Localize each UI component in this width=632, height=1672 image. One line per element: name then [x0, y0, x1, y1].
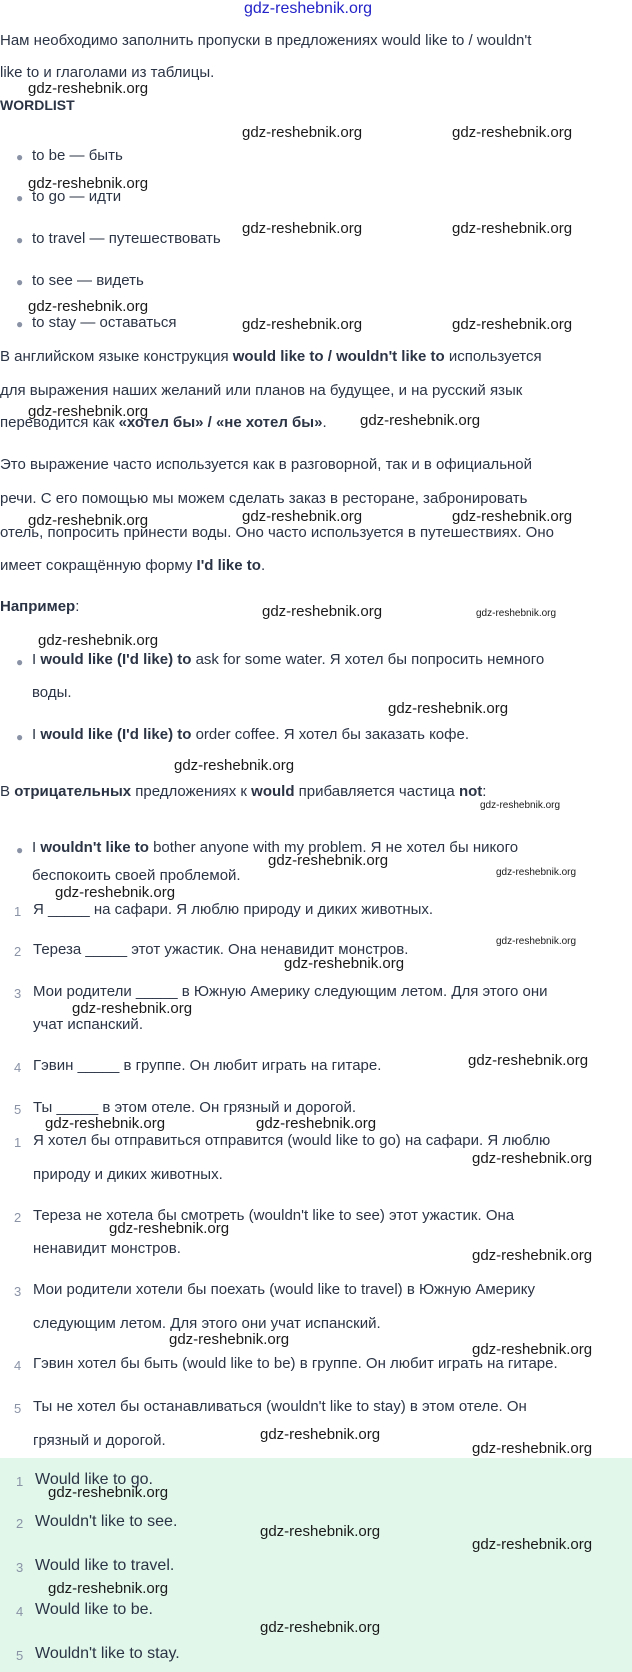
bullet-icon: ●: [16, 730, 24, 744]
bold-run: wouldn't like to: [40, 839, 149, 856]
answer-number: 3: [16, 1560, 24, 1575]
watermark: gdz-reshebnik.org: [496, 867, 577, 878]
text-run: I: [32, 726, 41, 743]
watermark: gdz-reshebnik.org: [452, 220, 573, 237]
watermark: gdz-reshebnik.org: [242, 508, 363, 525]
translation-item: Я хотел бы отправиться отправится (would like to go) на сафари. Я люблю: [33, 1132, 551, 1149]
bold-run: I'd like to: [196, 557, 261, 574]
example-line: [32, 651, 544, 668]
text-run: используется: [444, 348, 542, 365]
task-item: учат испанский.: [33, 1016, 143, 1033]
watermark: gdz-reshebnik.org: [268, 852, 389, 869]
watermark: gdz-reshebnik.org: [468, 1052, 589, 1069]
translation-number: 1: [14, 1135, 22, 1150]
text-run: :: [482, 783, 487, 800]
negative-example-line: беспокоить своей проблемой.: [32, 867, 241, 884]
text-run: предложениях к: [131, 783, 252, 800]
watermark: gdz-reshebnik.org: [260, 1619, 381, 1636]
bold-run: not: [458, 783, 483, 800]
task-number: 3: [14, 986, 22, 1001]
explanation-line: [0, 557, 265, 574]
explanation-line: для выражения наших желаний или планов на будущее, и на русский язык: [0, 382, 523, 399]
text-run: переводится как: [0, 414, 119, 431]
bullet-icon: ●: [16, 843, 24, 857]
task-item: Я _____ на сафари. Я люблю природу и диких животных.: [33, 901, 434, 918]
task-number: 5: [14, 1102, 22, 1117]
watermark: gdz-reshebnik.org: [472, 1440, 593, 1457]
task-item: Гэвин _____ в группе. Он любит играть на гитаре.: [33, 1057, 382, 1074]
watermark: gdz-reshebnik.org: [174, 757, 295, 774]
task-number: 2: [14, 944, 22, 959]
example-line: [32, 726, 469, 743]
watermark-top: gdz-reshebnik.org: [244, 0, 373, 17]
list-item: to go — идти: [32, 188, 122, 205]
list-item: to travel — путешествовать: [32, 230, 221, 247]
watermark: gdz-reshebnik.org: [242, 220, 363, 237]
text-run: bother anyone with my problem. Я не хотел бы никого: [148, 839, 519, 856]
example-line: воды.: [32, 684, 72, 701]
translation-number: 4: [14, 1358, 22, 1373]
watermark: gdz-reshebnik.org: [72, 1000, 193, 1017]
intro-line-2: like to и глаголами из таблицы.: [0, 64, 215, 81]
translation-item: Гэвин хотел бы быть (would like to be) в группе. Он любит играть на гитаре.: [33, 1355, 558, 1372]
answer-number: 2: [16, 1516, 24, 1531]
task-number: 1: [14, 904, 22, 919]
bullet-icon: ●: [16, 191, 24, 205]
translation-item: следующим летом. Для этого они учат испанский.: [33, 1315, 381, 1332]
watermark: gdz-reshebnik.org: [262, 603, 383, 620]
watermark: gdz-reshebnik.org: [472, 1341, 593, 1358]
bold-run: would like (I'd like) to: [40, 651, 192, 668]
text-run: I: [32, 651, 41, 668]
task-item: Тереза _____ этот ужастик. Она ненавидит монстров.: [33, 941, 409, 958]
watermark: gdz-reshebnik.org: [55, 884, 176, 901]
wordlist-heading: WORDLIST: [0, 97, 75, 113]
explanation-line: отель, попросить принести воды. Оно часто используется в путешествиях. Оно: [0, 524, 554, 541]
translation-item: Тереза не хотела бы смотреть (wouldn't like to see) этот ужастик. Она: [33, 1207, 515, 1224]
task-item: Мои родители _____ в Южную Америку следующим летом. Для этого они: [33, 983, 548, 1000]
text-run: I: [32, 839, 41, 856]
watermark: gdz-reshebnik.org: [169, 1331, 290, 1348]
watermark: gdz-reshebnik.org: [242, 316, 363, 333]
watermark: gdz-reshebnik.org: [242, 124, 363, 141]
text-run: В английском языке конструкция: [0, 348, 233, 365]
task-item: Ты _____ в этом отеле. Он грязный и дорогой.: [33, 1099, 357, 1116]
watermark: gdz-reshebnik.org: [452, 316, 573, 333]
answer-number: 4: [16, 1604, 24, 1619]
bold-run: «хотел бы» / «не хотел бы»: [118, 414, 323, 431]
translation-item: грязный и дорогой.: [33, 1432, 166, 1449]
intro-line-1: Нам необходимо заполнить пропуски в предложениях would like to / wouldn't: [0, 32, 532, 49]
answer-item: Wouldn't like to see.: [35, 1513, 178, 1530]
watermark: gdz-reshebnik.org: [28, 298, 149, 315]
watermark: gdz-reshebnik.org: [45, 1115, 166, 1132]
bullet-icon: ●: [16, 233, 24, 247]
watermark: gdz-reshebnik.org: [48, 1484, 169, 1501]
answer-item: Would like to go.: [35, 1471, 153, 1488]
watermark: gdz-reshebnik.org: [28, 403, 149, 420]
list-item: to be — быть: [32, 147, 123, 164]
watermark: gdz-reshebnik.org: [38, 632, 159, 649]
watermark: gdz-reshebnik.org: [48, 1580, 169, 1597]
bullet-icon: ●: [16, 655, 24, 669]
translation-number: 3: [14, 1284, 22, 1299]
answer-number: 1: [16, 1474, 24, 1489]
bullet-icon: ●: [16, 150, 24, 164]
bold-run: would like (I'd like) to: [40, 726, 192, 743]
bullet-icon: ●: [16, 275, 24, 289]
translation-number: 2: [14, 1210, 22, 1225]
bold-run: would like to / wouldn't like to: [232, 348, 445, 365]
watermark: gdz-reshebnik.org: [472, 1247, 593, 1264]
watermark: gdz-reshebnik.org: [260, 1523, 381, 1540]
text-run: .: [322, 414, 327, 431]
bold-run: Например: [0, 598, 76, 615]
text-run: ask for some water. Я хотел бы попросить немного: [191, 651, 545, 668]
watermark: gdz-reshebnik.org: [452, 508, 573, 525]
answer-item: Would like to travel.: [35, 1557, 175, 1574]
translation-number: 5: [14, 1401, 22, 1416]
translation-item: ненавидит монстров.: [33, 1240, 181, 1257]
bullet-icon: ●: [16, 317, 24, 331]
watermark: gdz-reshebnik.org: [28, 175, 149, 192]
translation-item: природу и диких животных.: [33, 1166, 223, 1183]
translation-item: Ты не хотел бы останавливаться (wouldn't like to stay) в этом отеле. Он: [33, 1398, 527, 1415]
bold-run: would: [251, 783, 295, 800]
watermark: gdz-reshebnik.org: [28, 80, 149, 97]
explanation-line: речи. С его помощью мы можем сделать заказ в ресторане, забронировать: [0, 490, 528, 507]
text-run: имеет сокращённую форму: [0, 557, 197, 574]
answer-item: Wouldn't like to stay.: [35, 1645, 180, 1662]
text-run: прибавляется частица: [294, 783, 459, 800]
negative-line: [0, 783, 486, 800]
watermark: gdz-reshebnik.org: [260, 1426, 381, 1443]
examples-heading: [0, 598, 79, 615]
watermark: gdz-reshebnik.org: [496, 936, 577, 947]
watermark: gdz-reshebnik.org: [388, 700, 509, 717]
explanation-line: [0, 348, 542, 365]
answer-item: Would like to be.: [35, 1601, 153, 1618]
watermark: gdz-reshebnik.org: [480, 800, 561, 811]
answer-number: 5: [16, 1648, 24, 1663]
task-number: 4: [14, 1060, 22, 1075]
watermark: gdz-reshebnik.org: [28, 512, 149, 529]
list-item: to stay — оставаться: [32, 314, 177, 331]
text-run: В: [0, 783, 15, 800]
list-item: to see — видеть: [32, 272, 144, 289]
watermark: gdz-reshebnik.org: [360, 412, 481, 429]
watermark: gdz-reshebnik.org: [284, 955, 405, 972]
text-run: order coffee. Я хотел бы заказать кофе.: [191, 726, 470, 743]
watermark: gdz-reshebnik.org: [256, 1115, 377, 1132]
bold-run: отрицательных: [14, 783, 132, 800]
explanation-line: Это выражение часто используется как в разговорной, так и в официальной: [0, 456, 533, 473]
watermark: gdz-reshebnik.org: [452, 124, 573, 141]
watermark: gdz-reshebnik.org: [109, 1220, 230, 1237]
watermark: gdz-reshebnik.org: [472, 1150, 593, 1167]
translation-item: Мои родители хотели бы поехать (would like to travel) в Южную Америку: [33, 1281, 535, 1298]
watermark: gdz-reshebnik.org: [472, 1536, 593, 1553]
text-run: :: [75, 598, 80, 615]
text-run: .: [260, 557, 266, 574]
watermark: gdz-reshebnik.org: [476, 608, 557, 619]
